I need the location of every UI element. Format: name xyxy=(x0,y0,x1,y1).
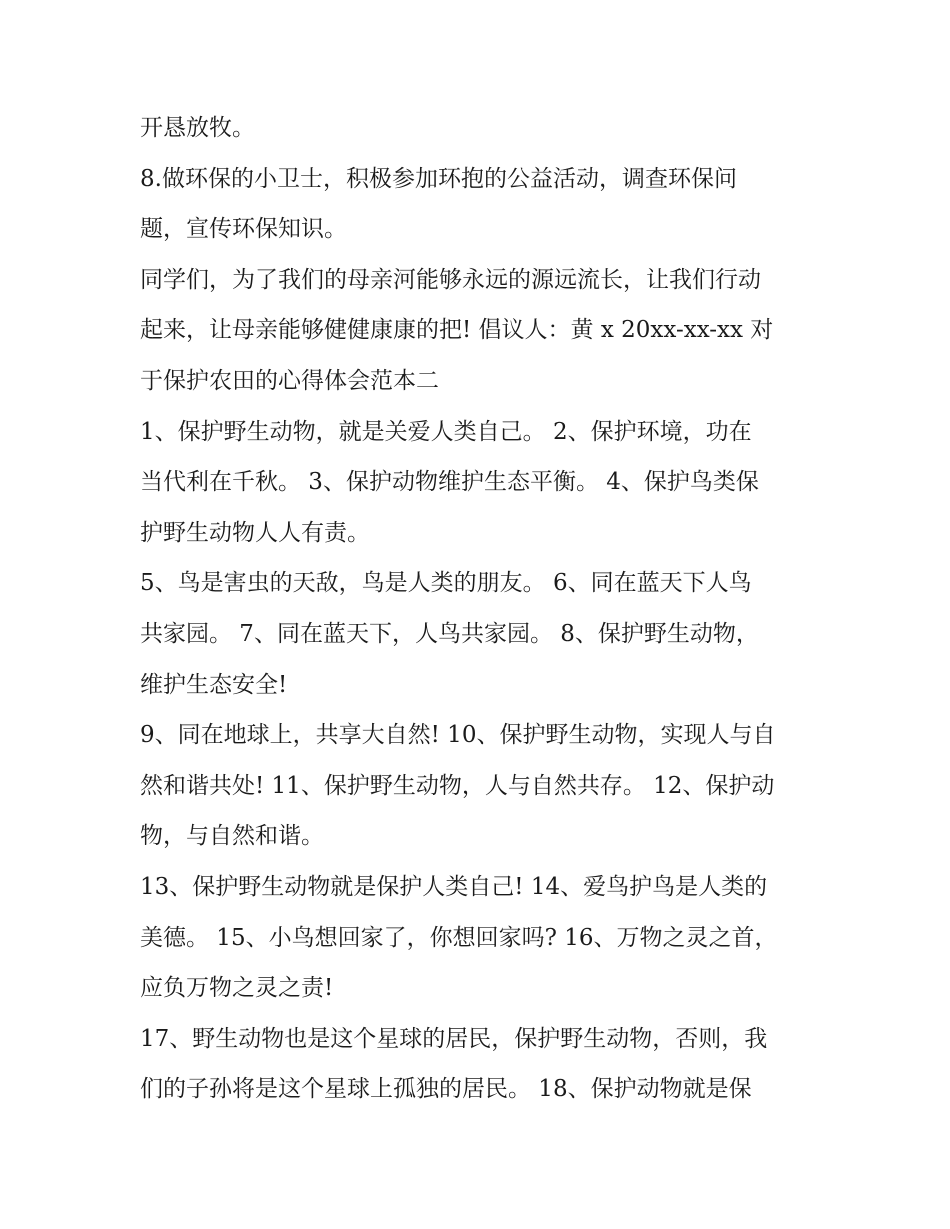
text-line-11: 共家园。 7、同在蓝天下，人鸟共家园。 8、保护野生动物， xyxy=(140,620,759,647)
text-line-13: 9、同在地球上，共享大自然! 10、保护野生动物，实现人与自 xyxy=(140,722,776,749)
text-line-10: 5、鸟是害虫的天敌，鸟是人类的朋友。 6、同在蓝天下人鸟 xyxy=(140,570,752,597)
text-line-20: 们的子孙将是这个星球上孤独的居民。 18、保护动物就是保 xyxy=(140,1076,752,1103)
text-line-6: 于保护农田的心得体会范本二 xyxy=(140,367,439,394)
text-line-15: 物，与自然和谐。 xyxy=(140,823,324,850)
text-line-9: 护野生动物人人有责。 xyxy=(140,519,370,546)
text-line-19: 17、野生动物也是这个星球的居民，保护野生动物，否则，我 xyxy=(140,1025,768,1052)
text-line-3: 题，宣传环保知识。 xyxy=(140,216,347,243)
text-line-18: 应负万物之灵之责! xyxy=(140,975,334,1002)
document-body xyxy=(140,103,820,1115)
text-line-1: 开恳放牧。 xyxy=(140,115,255,141)
text-line-2: 8.做环保的小卫士，积极参加环抱的公益活动，调查环保问 xyxy=(140,165,737,192)
text-line-4: 同学们，为了我们的母亲河能够永远的源远流长，让我们行动 xyxy=(140,266,761,293)
text-line-17: 美德。 15、小鸟想回家了，你想回家吗? 16、万物之灵之首， xyxy=(140,924,778,951)
text-line-7: 1、保护野生动物，就是关爱人类自己。 2、保护环境，功在 xyxy=(140,418,752,445)
text-line-14: 然和谐共处! 11、保护野生动物，人与自然共存。 12、保护动 xyxy=(140,772,775,799)
text-line-16: 13、保护野生动物就是保护人类自己! 14、爱鸟护鸟是人类的 xyxy=(140,873,768,900)
text-line-12: 维护生态安全! xyxy=(140,671,288,698)
text-line-5: 起来，让母亲能够健健康康的把! 倡议人：黄 x 20xx-xx-xx 对 xyxy=(140,317,774,344)
text-line-8: 当代利在千秋。 3、保护动物维护生态平衡。 4、保护鸟类保 xyxy=(140,469,759,496)
